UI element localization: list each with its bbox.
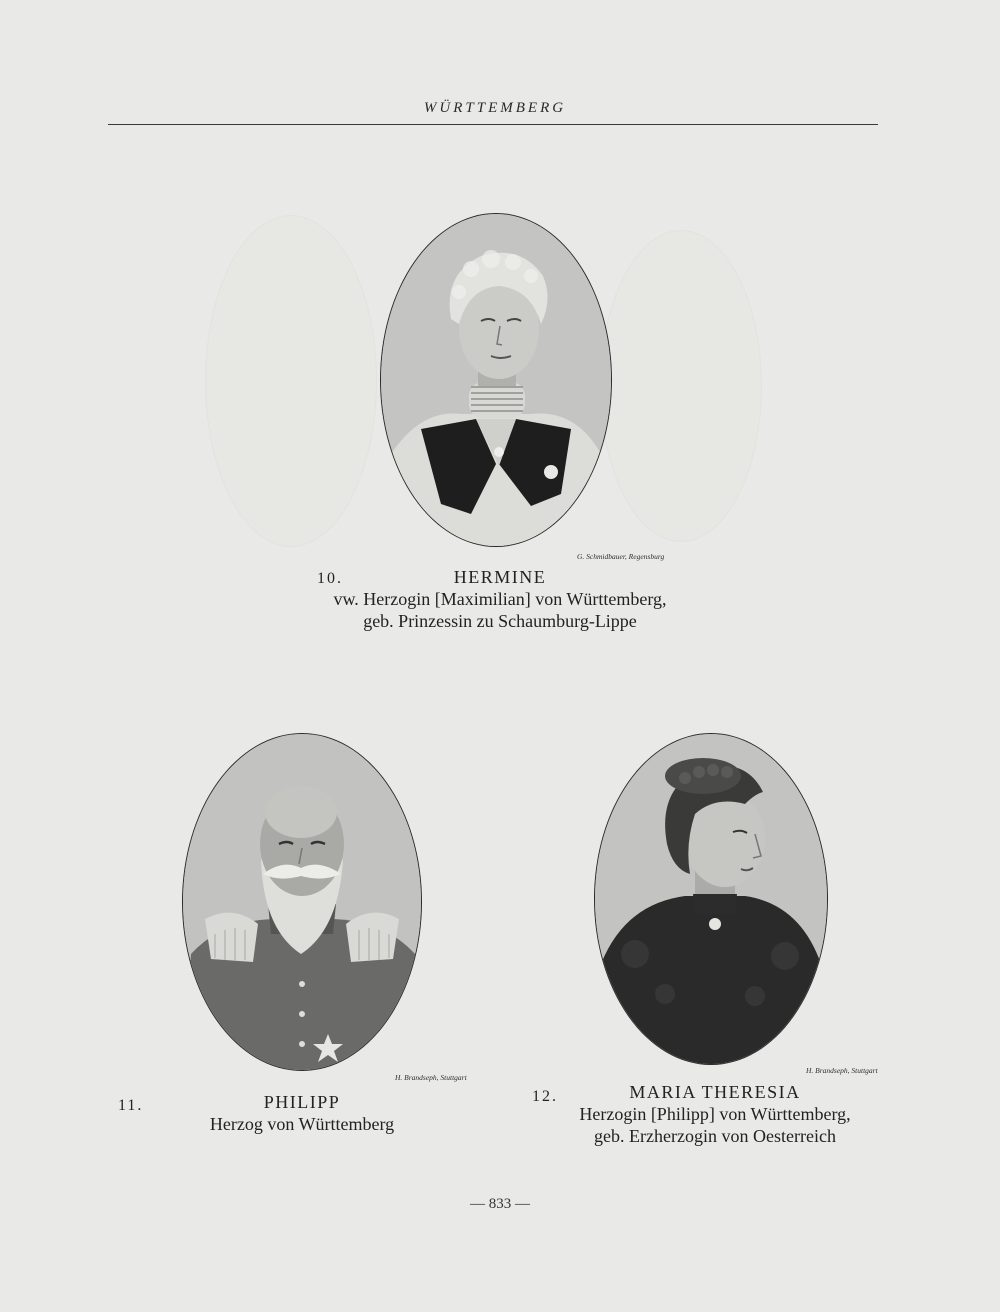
photo-credit-10: G. Schmidbauer, Regensburg xyxy=(577,552,665,561)
show-through-oval-left xyxy=(205,215,377,547)
entry-number-10: 10. xyxy=(317,570,343,587)
caption-name-11: PHILIPP xyxy=(263,1092,341,1112)
caption-line1-12: Herzogin [Philipp] von Württemberg, xyxy=(579,1104,851,1124)
caption-12 xyxy=(540,1081,890,1147)
photo-credit-12: H. Brandseph, Stuttgart xyxy=(806,1066,878,1075)
running-header: WÜRTTEMBERG xyxy=(423,100,567,116)
portrait-philipp xyxy=(182,733,422,1071)
portrait-hermine xyxy=(380,213,612,547)
caption-line2-10: geb. Prinzessin zu Schaumburg-Lippe xyxy=(363,611,637,631)
caption-name-10: HERMINE xyxy=(453,567,547,587)
entry-number-11: 11. xyxy=(118,1097,144,1114)
caption-line1-11: Herzog von Württemberg xyxy=(209,1114,395,1134)
photo-credit-11: H. Brandseph, Stuttgart xyxy=(395,1073,467,1082)
caption-name-12: MARIA THERESIA xyxy=(629,1082,801,1102)
caption-line2-12: geb. Erzherzogin von Oesterreich xyxy=(594,1126,836,1146)
show-through-oval-right xyxy=(600,230,762,542)
caption-10 xyxy=(300,566,700,632)
portrait-maria-theresia xyxy=(594,733,828,1065)
header-rule xyxy=(108,124,878,125)
page-number: — 833 — xyxy=(470,1196,530,1212)
caption-11 xyxy=(152,1091,452,1135)
entry-number-12: 12. xyxy=(532,1088,558,1105)
caption-line1-10: vw. Herzogin [Maximilian] von Württemberg, xyxy=(333,589,667,609)
